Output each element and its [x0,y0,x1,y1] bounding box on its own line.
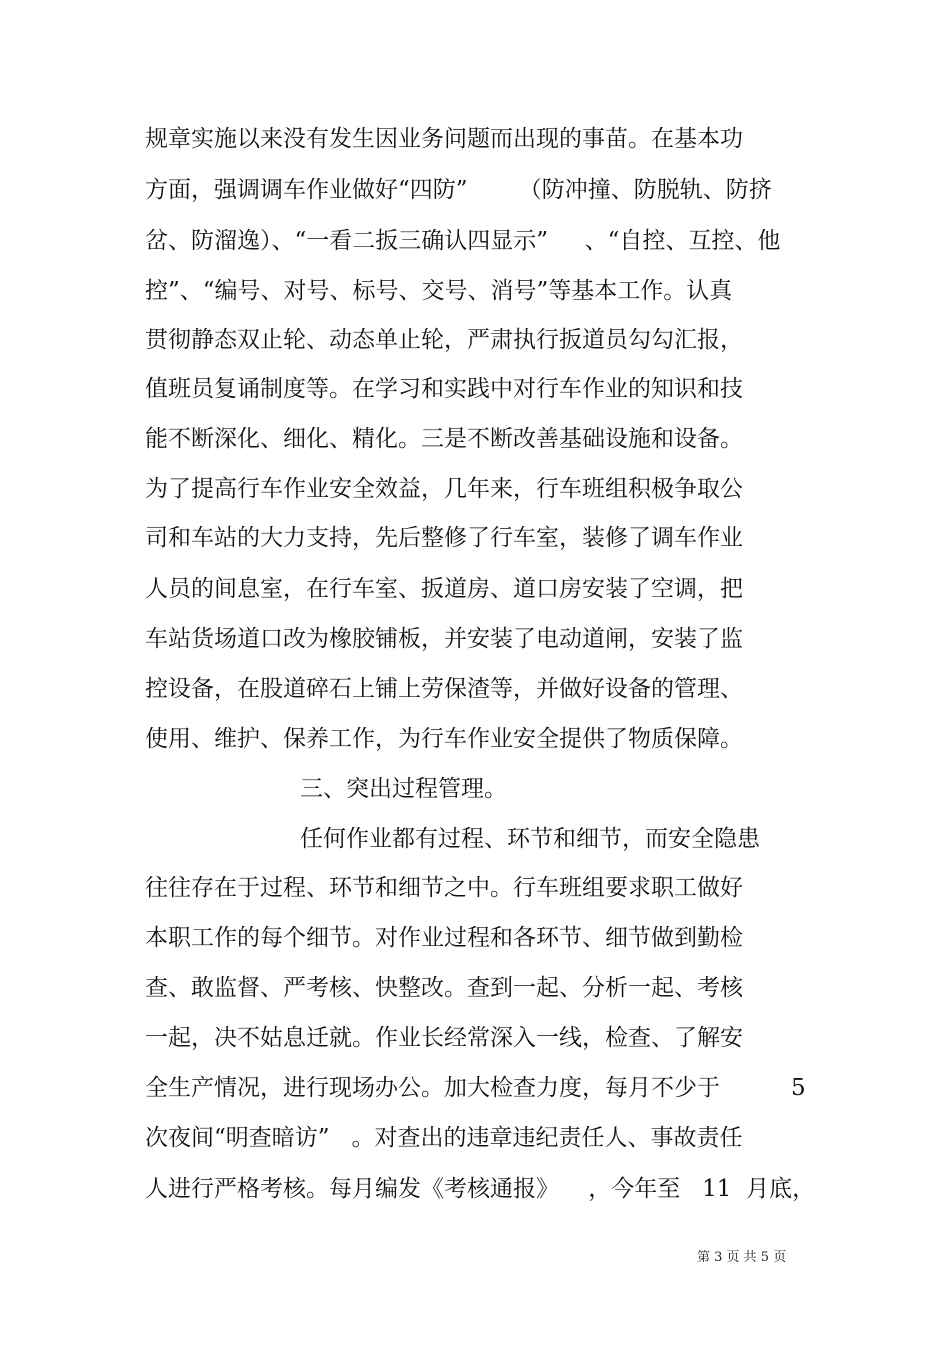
text-line: 规章实施以来没有发生因业务问题而出现的事苗。在基本功 [145,126,743,152]
text-line: 为了提高行车作业安全效益，几年来，行车班组积极争取公 [145,476,743,502]
text-line: 人进行严格考核。每月编发《考核通报》 ，今年至 11 月底， [145,1176,816,1202]
text-line: 使用、维护、保养工作，为行车作业安全提供了物质保障。 [145,726,743,752]
text-line: 能不断深化、细化、精化。三是不断改善基础设施和设备。 [145,426,743,452]
text-line: 往往存在于过程、环节和细节之中。行车班组要求职工做好 [145,875,743,901]
text-line: 值班员复诵制度等。在学习和实践中对行车作业的知识和技 [145,376,743,402]
text-line: 贯彻静态双止轮、动态单止轮，严肃执行扳道员勾勾汇报， [145,327,743,353]
text-line: 方面，强调调车作业做好“四防” （防冲撞、防脱轨、防挤 [145,177,772,203]
text-line: 本职工作的每个细节。对作业过程和各环节、细节做到勤检 [145,925,743,951]
text-line: 查、敢监督、严考核、快整改。查到一起、分析一起、考核 [145,975,743,1001]
text-line: 控设备，在股道碎石上铺上劳保渣等，并做好设备的管理、 [145,676,743,702]
text-line: 全生产情况，进行现场办公。加大检查力度，每月不少于 [145,1075,720,1101]
text-line: 一起，决不姑息迁就。作业长经常深入一线，检查、了解安 [145,1025,743,1051]
text-line: 任何作业都有过程、环节和细节，而安全隐患 [300,826,760,852]
text-line: 司和车站的大力支持，先后整修了行车室，装修了调车作业 [145,525,743,551]
text-line: 岔、防溜逸）、“一看二扳三确认四显示” 、“自控、互控、他 [145,228,781,254]
text-line: 次夜间“明查暗访” 。对查出的违章违纪责任人、事故责任 [145,1125,743,1151]
text-line: 控”、“编号、对号、标号、交号、消号”等基本工作。认真 [145,278,733,304]
text-line: 车站货场道口改为橡胶铺板，并安装了电动道闸，安装了监 [145,626,743,652]
page-number-footer: 第 3 页 共 5 页 [697,1250,787,1265]
section-heading: 三、突出过程管理。 [300,776,507,802]
text-line: 人员的间息室，在行车室、扳道房、道口房安装了空调，把 [145,576,743,602]
text-line-number: 5 [791,1075,806,1101]
